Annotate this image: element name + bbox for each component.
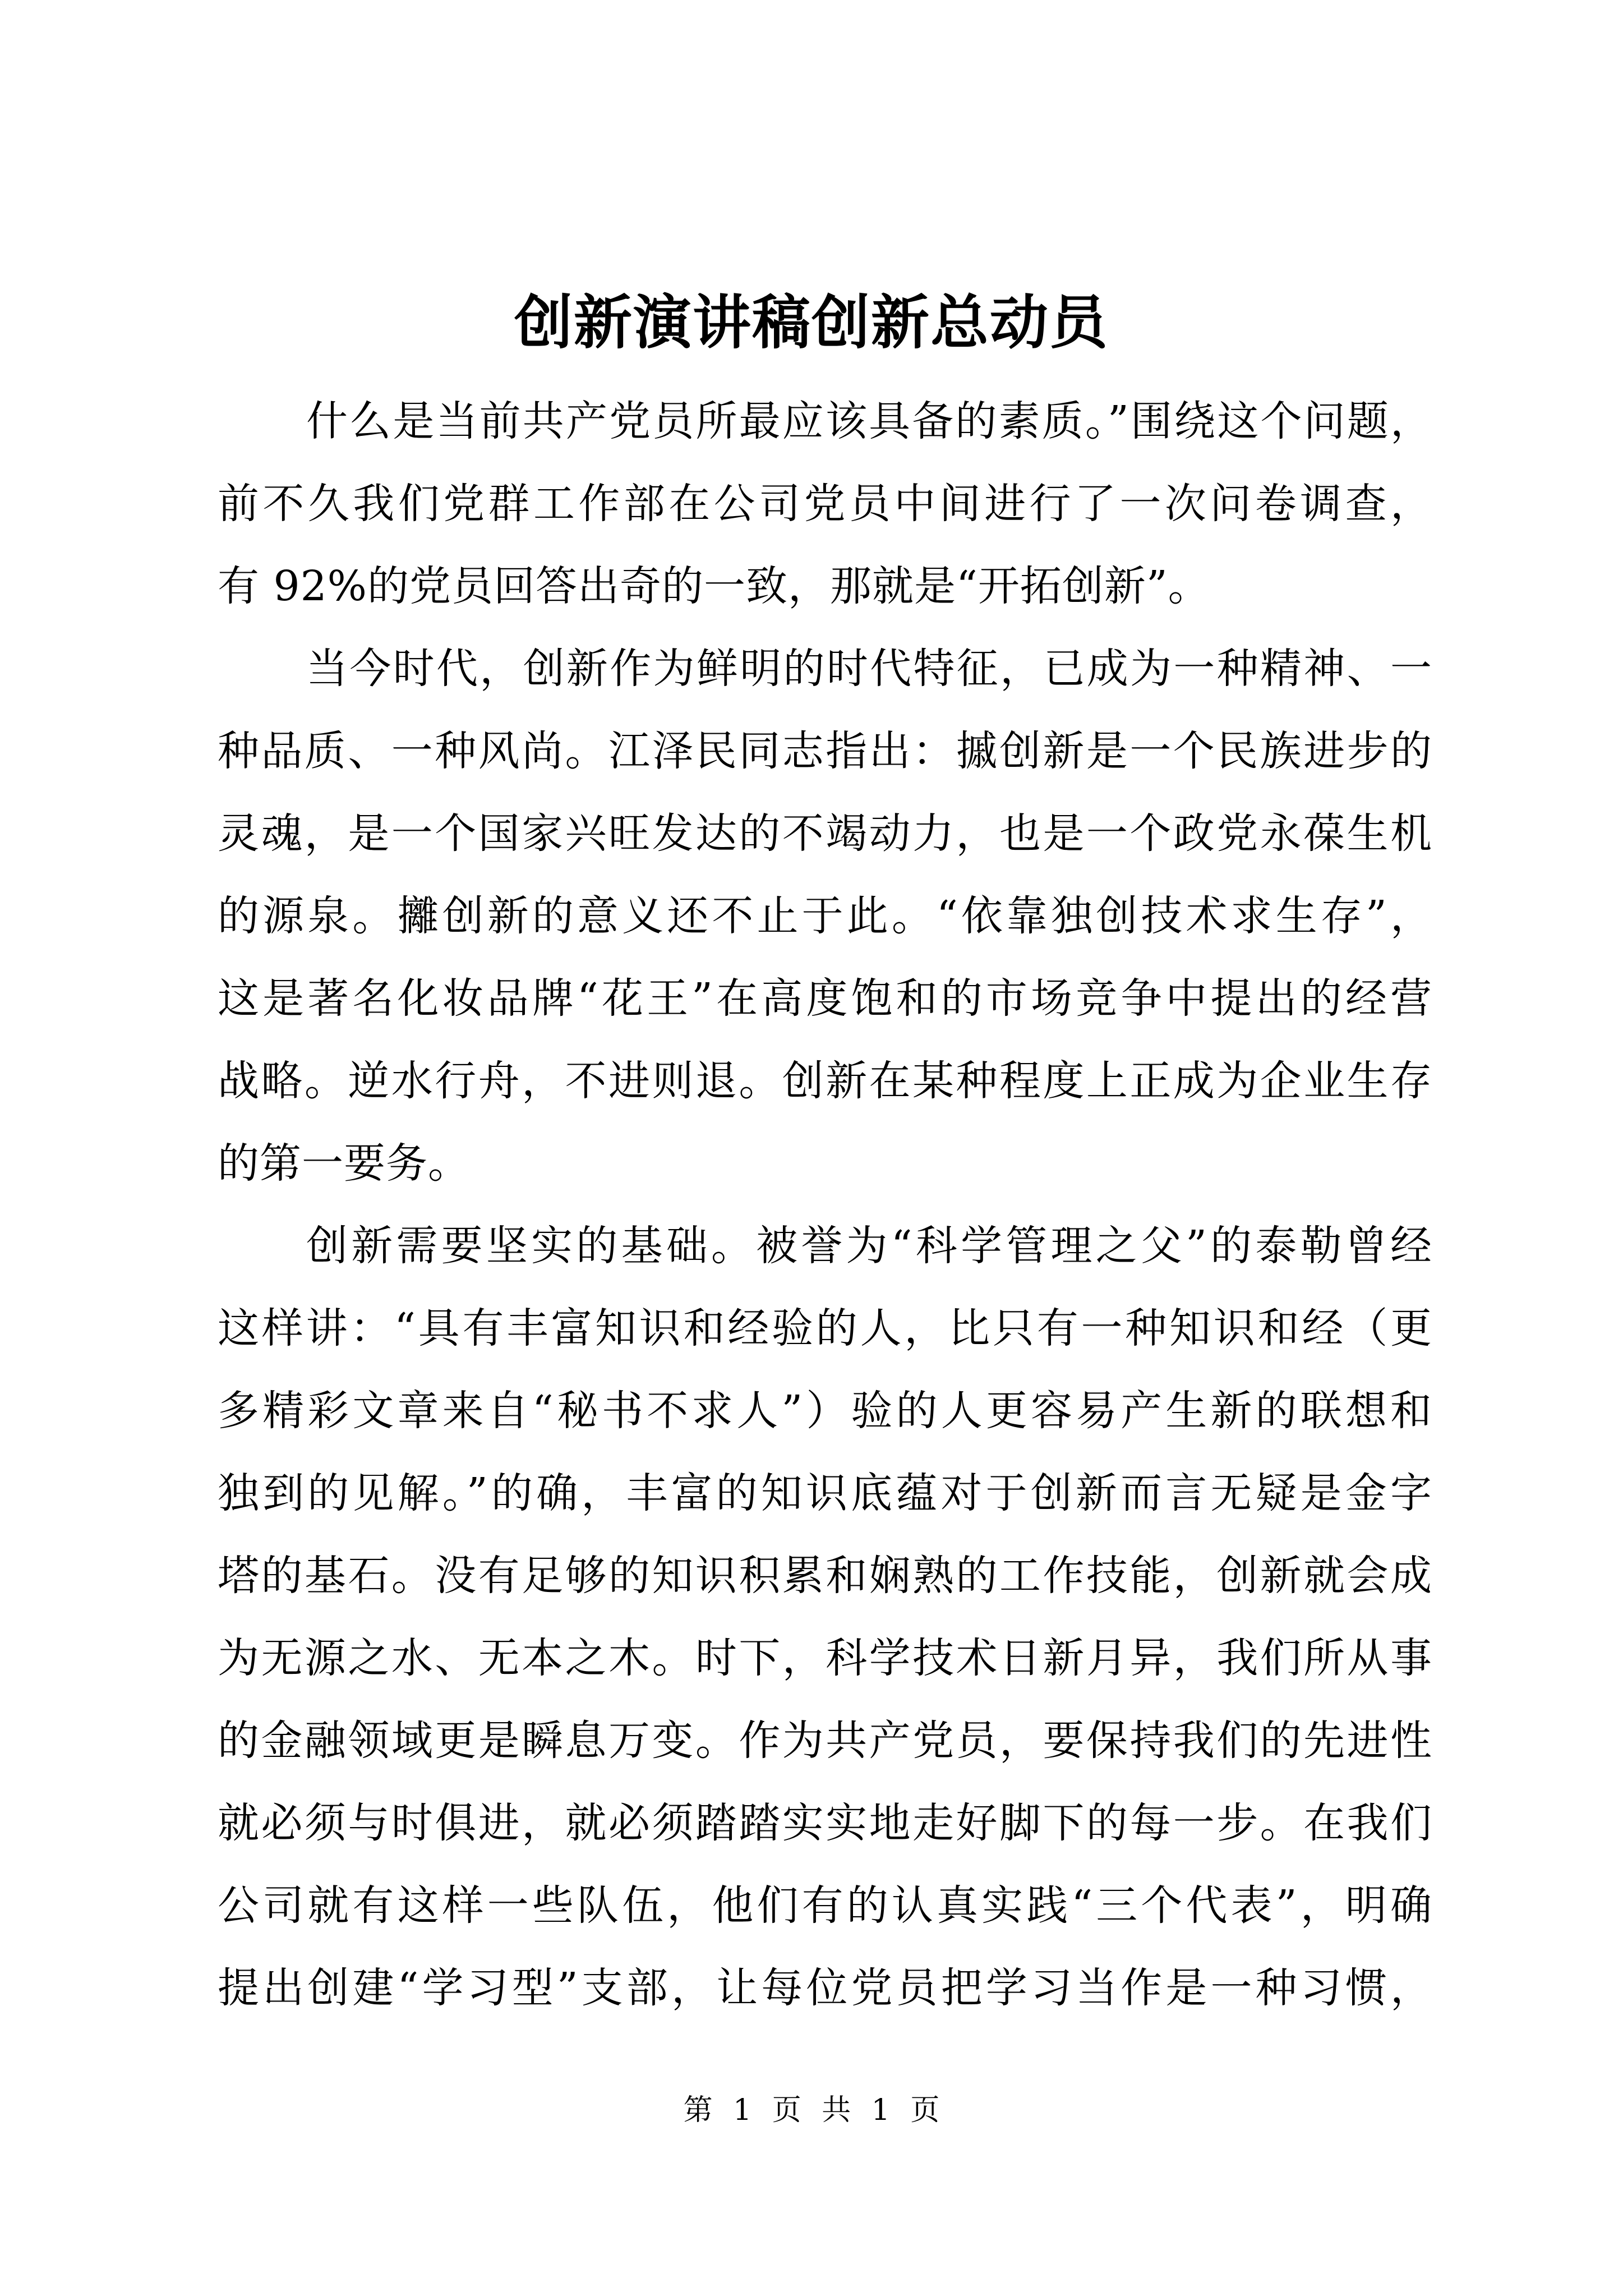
body-line-20: 提出创建“学习型”支部，让每位党员把学习当作是一种习惯， xyxy=(218,1964,1432,2012)
body-line-10: 的第一要务。 xyxy=(218,1139,470,1188)
body-line-1: 什么是当前共产党员所最应该具备的素质。”围绕这个问题， xyxy=(306,397,1432,445)
body-line-13: 多精彩文章来自“秘书不求人”）验的人更容易产生新的联想和 xyxy=(218,1387,1432,1435)
body-line-11: 创新需要坚实的基础。被誉为“科学管理之父”的泰勒曾经 xyxy=(306,1222,1432,1270)
page-footer: 第 1 页 共 1 页 xyxy=(683,2093,940,2127)
body-line-7: 的源泉。攡创新的意义还不止于此。“依靠独创技术求生存”， xyxy=(218,892,1432,940)
body-line-18: 就必须与时俱进，就必须踏踏实实地走好脚下的每一步。在我们 xyxy=(218,1799,1432,1847)
body-line-19: 公司就有这样一些队伍，他们有的认真实践“三个代表”，明确 xyxy=(218,1881,1432,1930)
body-line-9: 战略。逆水行舟，不进则退。创新在某种程度上正成为企业生存 xyxy=(218,1057,1432,1105)
body-line-6: 灵魂，是一个国家兴旺发达的不竭动力，也是一个政党永葆生机 xyxy=(218,809,1432,858)
body-line-3: 有 92%的党员回答出奇的一致，那就是“开拓创新”。 xyxy=(218,562,1210,610)
body-line-4: 当今时代，创新作为鲜明的时代特征，已成为一种精神、一 xyxy=(306,645,1432,693)
body-line-16: 为无源之水、无本之木。时下，科学技术日新月异，我们所从事 xyxy=(218,1634,1432,1682)
document-body xyxy=(218,380,1432,2030)
body-line-2: 前不久我们党群工作部在公司党员中间进行了一次问卷调查， xyxy=(218,480,1432,528)
body-line-15: 塔的基石。没有足够的知识积累和娴熟的工作技能，创新就会成 xyxy=(218,1552,1432,1600)
body-line-5: 种品质、一种风尚。江泽民同志指出：摵创新是一个民族进步的 xyxy=(218,727,1432,775)
body-line-12: 这样讲：“具有丰富知识和经验的人，比只有一种知识和经（更 xyxy=(218,1304,1432,1352)
body-line-14: 独到的见解。”的确，丰富的知识底蕴对于创新而言无疑是金字 xyxy=(218,1469,1432,1517)
document-title: 创新演讲稿创新总动员 xyxy=(514,288,1109,357)
body-line-8: 这是著名化妆品牌“花王”在高度饱和的市场竞争中提出的经营 xyxy=(218,974,1432,1023)
body-line-17: 的金融领域更是瞬息万变。作为共产党员，要保持我们的先进性 xyxy=(218,1717,1432,1765)
